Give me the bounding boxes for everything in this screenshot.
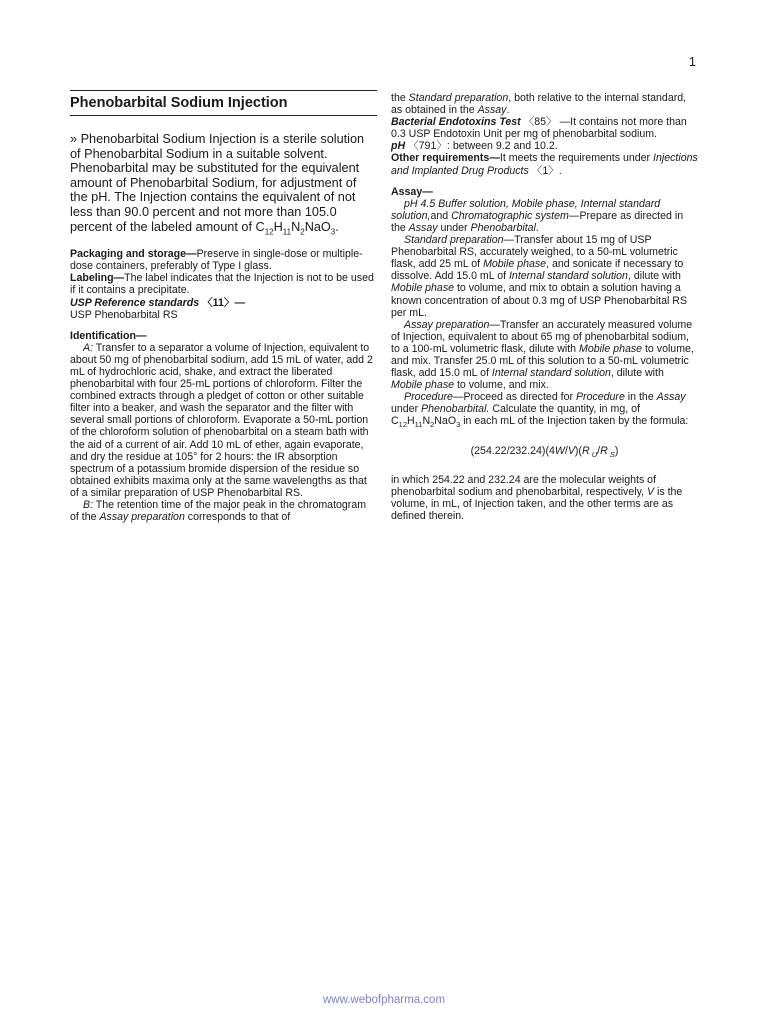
formula-s: S — [607, 449, 615, 459]
definition-text: » Phenobarbital Sodium Injection is a sterile solution of Phenobarbital Sodium in a suitable solvent. Phenobarbital may be substituted for the equivalent amount of Phenobarbital Sodium, for adjustment of the pH. The Injection contains the equivalent of not less than 90.0 percent and not more than 105.0 percent of the labeled amount of — [70, 132, 365, 234]
packaging-heading: Packaging and storage— — [70, 248, 197, 261]
proc-sub3: 2 — [430, 420, 435, 430]
continuation-t3: . — [506, 104, 510, 117]
std-t1: —Transfer about 15 mg of USP Phenobarbital RS, accurately weighed, to a 50-mL volumetric flask, add 25 mL of — [391, 234, 678, 271]
identification-b-label: B: — [83, 499, 94, 512]
assay-heading: Assay— — [391, 185, 433, 198]
identification-b-em: Assay preparation — [99, 511, 185, 524]
monograph-definition — [70, 132, 377, 237]
prep-t2: to volume, and mix. Transfer 25.0 mL of this solution to a 50-mL volumetric flask, add 15.0 mL of — [391, 342, 694, 380]
identification-a — [70, 342, 377, 499]
proc-t1: —Proceed as directed for — [452, 391, 576, 404]
prep-t3: , dilute with — [610, 367, 664, 380]
other-heading: Other requirements— — [391, 152, 500, 165]
assay-reagents-em4: Phenobarbital — [470, 221, 536, 234]
other-em: Injections and Implanted Drug Products — [391, 152, 698, 177]
std-t2: , and sonicate if necessary to dissolve. Add 15.0 mL of — [391, 258, 684, 283]
formula-paren: )( — [574, 444, 582, 457]
assay-reagents — [391, 198, 698, 234]
identification-b-text: The retention time of the major peak in the chromatogram of the — [70, 499, 367, 524]
prep-em3: Internal standard solution — [491, 367, 611, 380]
proc-t3: under — [391, 403, 422, 416]
endotoxins-heading: Bacterial Endotoxins Test — [391, 116, 521, 129]
continuation-t2: , both relative to the internal standard, as obtained in the — [391, 92, 687, 117]
formula-div: / — [597, 444, 601, 457]
prep-t4: to volume, and mix. — [454, 379, 549, 392]
other-requirements-section — [391, 152, 698, 176]
assay-reagents-text: —Prepare as directed in the — [391, 209, 684, 234]
formula-n-sub: 2 — [300, 227, 305, 237]
endotoxins-code: 〈85〉 — [520, 116, 557, 129]
ph-heading: pH — [391, 140, 406, 153]
formula-h: H — [273, 219, 283, 234]
prep-t1: —Transfer an accurately measured volume of Injection, equivalent to about 65 mg of phenobarbital sodium, to a 100-mL volumetric flask, dilute with — [391, 318, 693, 355]
prep-em: Assay preparation — [404, 318, 490, 331]
identification-a-text: Transfer to a separator a volume of Injection, equivalent to about 50 mg of phenobarbital sodium, add 15 mL of water, add 2 mL of hydrochloric acid, shake, and extract the liberated phenobarbital with four 25-mL portions of chloroform. Filter the combined extracts through a pledget of cotton or other suitable filter into a beaker, and wash the separator and the filter with several small portions of chloroform. Evaporate a 50-mL portion of the chloroform solution of phenobarbital on a steam bath with the aid of a current of air. Add 10 mL of ether, again evaporate, and dry the residue at 105° for 2 hours: the IR absorption spectrum of a potassium bromide dispersion of the residue so obtained exhibits maxima only at the same wavelengths as that of a similar preparation of USP Phenobarbital RS. — [70, 341, 373, 499]
assay-reagents-text2: under — [437, 221, 471, 234]
labeling-section — [70, 272, 377, 296]
reference-heading: USP Reference standards — [70, 296, 200, 309]
ph-code: 〈791〉: — [405, 140, 450, 153]
formula-r2: R — [600, 444, 608, 457]
proc-em4: Phenobarbital. — [421, 403, 490, 416]
definition-end: . — [335, 219, 339, 234]
formula-n: N — [291, 219, 301, 234]
formula-close: ) — [614, 444, 619, 457]
assay-preparation — [391, 319, 698, 392]
std-em: Standard preparation — [404, 234, 504, 247]
reference-item: USP Phenobarbital RS — [70, 308, 178, 321]
proc-em2: Procedure — [575, 391, 625, 404]
proc-sub2: 11 — [414, 420, 423, 430]
proc-n: N — [422, 415, 431, 428]
assay-reagents-em3: Assay — [408, 221, 438, 234]
formula-c-sub: 12 — [264, 227, 274, 237]
assay-procedure — [391, 391, 698, 430]
proc-em: Procedure — [404, 391, 453, 404]
where-t1: in which 254.22 and 232.24 are the molecular weights of phenobarbital sodium and phenobarbital, respectively, — [391, 473, 657, 498]
title-top-rule — [70, 90, 377, 91]
packaging-section — [70, 248, 377, 272]
std-em2: Mobile phase — [483, 258, 547, 271]
labeling-heading: Labeling— — [70, 272, 125, 285]
formula-r1: R — [581, 444, 590, 457]
assay-reagents-em2: Chromatographic system — [451, 209, 569, 222]
std-t4: to volume, and mix to obtain a solution having a known concentration of about 0.3 mg of USP Phenobarbital RS per mL. — [391, 282, 688, 319]
formula-c: C — [255, 219, 265, 234]
formula-nao: NaO — [304, 219, 331, 234]
right-column — [391, 92, 698, 522]
std-em4: Mobile phase — [391, 282, 455, 295]
other-text: It meets the requirements under — [499, 152, 654, 165]
standard-preparation — [391, 234, 698, 319]
continuation-em1: Standard preparation — [408, 92, 509, 104]
reference-code: 〈11〉— — [199, 296, 246, 309]
proc-t4: Calculate the quantity, in mg, of C — [391, 403, 640, 428]
footer-url[interactable]: www.webofpharma.com — [322, 994, 446, 1006]
where-t2: is the volume, in mL, of Injection taken, and the other terms are as defined therein. — [391, 485, 683, 522]
formula-v: V — [567, 444, 575, 457]
formula-o-sub: 3 — [330, 227, 336, 237]
proc-em3: Assay — [656, 391, 686, 404]
std-em3: Internal standard solution — [508, 270, 628, 283]
assay-reagents-em: pH 4.5 Buffer solution, Mobile phase, Internal standard solution, — [391, 197, 661, 222]
monograph-title: Phenobarbital Sodium Injection — [70, 94, 377, 116]
assay-formula — [391, 445, 698, 457]
proc-sub4: 3 — [456, 420, 461, 430]
std-t3: , dilute with — [627, 270, 681, 283]
other-code: 〈1〉 — [528, 164, 559, 177]
identification-b — [70, 499, 377, 523]
continuation-em2: Assay — [477, 104, 507, 117]
proc-h: H — [407, 415, 415, 428]
formula-slash: / — [564, 444, 568, 457]
other-end: . — [558, 164, 562, 177]
assay-reagents-end: . — [535, 221, 539, 234]
reference-standards-section — [70, 297, 377, 309]
formula-explanation — [391, 474, 698, 522]
formula-u: U — [589, 449, 598, 459]
endotoxins-section — [391, 116, 698, 140]
page-number: 1 — [688, 54, 696, 69]
assay-reagents-and: and — [430, 209, 452, 222]
ph-text: between 9.2 and 10.2. — [449, 140, 558, 153]
identification-heading: Identification— — [70, 329, 147, 342]
endotoxins-text: —It contains not more than 0.3 USP Endotoxin Unit per mg of phenobarbital sodium. — [391, 116, 687, 141]
formula-w: W — [554, 444, 565, 457]
labeling-text: The label indicates that the Injection is not to be used if it contains a precipitate. — [70, 272, 374, 297]
prep-em4: Mobile phase — [391, 379, 455, 392]
proc-t5: NaO — [434, 415, 457, 428]
proc-t2: in the — [624, 391, 657, 404]
ph-section — [391, 140, 698, 152]
proc-sub1: 12 — [398, 420, 407, 430]
left-column — [70, 90, 377, 523]
where-v: V — [646, 485, 655, 498]
formula-h-sub: 11 — [282, 227, 292, 237]
identification-b-end: corresponds to that of — [184, 511, 291, 524]
continuation-text — [391, 92, 698, 116]
formula-main: (254.22/232.24)(4 — [470, 444, 555, 457]
identification-a-label: A: — [83, 341, 94, 354]
continuation-t1: the — [391, 92, 409, 104]
packaging-text: Preserve in single-dose or multiple-dose containers, preferably of Type I glass. — [70, 248, 363, 273]
prep-em2: Mobile phase — [579, 342, 643, 355]
proc-t6: in each mL of the Injection taken by the formula: — [460, 415, 689, 428]
